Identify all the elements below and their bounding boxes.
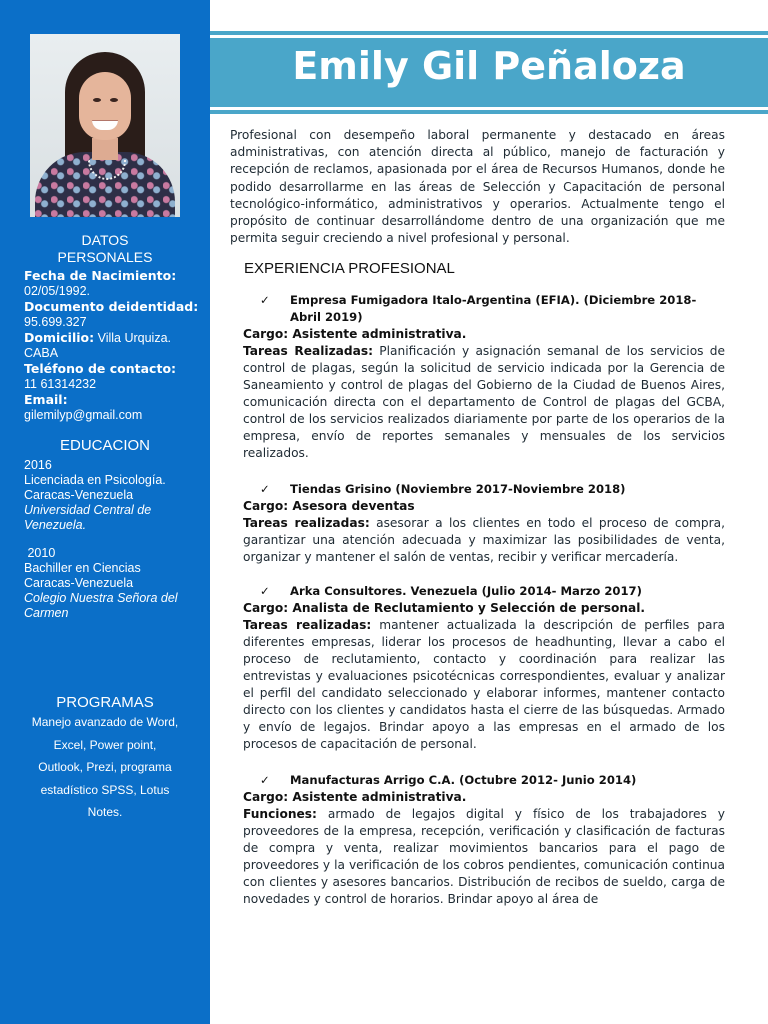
header-rule-bottom (210, 110, 768, 114)
document-value: 95.699.327 (24, 315, 87, 329)
sidebar (0, 0, 210, 1024)
job-3-tasks-label: Tareas realizadas: (243, 618, 372, 632)
programs-heading: PROGRAMAS (56, 694, 154, 711)
birth-value: 02/05/1992. (24, 284, 91, 298)
education-1: 2016 Licenciada en Psicología. Caracas-Venezuela Universidad Central de Venezuela. (24, 458, 166, 532)
job-4-role: Cargo: Asistente administrativa. (243, 790, 467, 804)
job-2-role: Cargo: Asesora deventas (243, 499, 415, 513)
job-3-role: Cargo: Analista de Reclutamiento y Selección de personal. (243, 601, 646, 615)
phone-label: Teléfono de contacto: (24, 361, 177, 376)
checkmark-icon: ✓ (260, 584, 270, 598)
profile-photo (30, 34, 180, 217)
address-label: Domicilio: (24, 330, 95, 345)
education-2: 2010 Bachiller en Ciencias Caracas-Venezuela Colegio Nuestra Señora del Carmen (24, 546, 178, 620)
email-value[interactable]: gilemilyp@gmail.com (24, 408, 143, 422)
page-title: Emily Gil Peñaloza (292, 44, 686, 88)
job-4-tasks-label: Funciones: (243, 807, 317, 821)
job-1-tasks: Planificación y asignación semanal de los servicios de control de plagas, según la solicitud de servicio indicada por la Gerencia de Saneamiento y control de plagas del Gobierno de la Ciudad de Buenos Aires, comunicación directa con el departamento de Control de plagas del GCBA, control de los servicios realizados diariamente por parte de los operarios de la empresa, envío de reportes semanales y mensuales de los servicios realizados. (243, 344, 726, 460)
checkmark-icon: ✓ (260, 293, 270, 307)
job-3-body (243, 600, 725, 753)
personal-data-heading: DATOS PERSONALES (57, 232, 153, 265)
phone-value: 11 61314232 (24, 377, 97, 391)
job-1-header (260, 292, 725, 326)
job-4-header (260, 772, 725, 789)
job-1-company: Empresa Fumigadora Italo-Argentina (EFIA). (Diciembre 2018-Abril 2019) (290, 293, 697, 324)
email-label: Email: (24, 392, 68, 407)
job-2-company: Tiendas Grisino (Noviembre 2017-Noviembre 2018) (290, 482, 626, 496)
job-2-tasks: asesorar a los clientes en todo el proceso de compra, garantizar una atención adecuada y maximizar las posibilidades de venta, organizar y mantener el salón de ventas, recibir y verificar mercadería. (243, 516, 725, 564)
birth-label: Fecha de Nacimiento: (24, 268, 177, 283)
job-3-company: Arka Consultores. Venezuela (Julio 2014- Marzo 2017) (290, 584, 642, 598)
job-1-tasks-label: Tareas Realizadas: (243, 344, 373, 358)
job-1-role: Cargo: Asistente administrativa. (243, 327, 467, 341)
job-3-tasks: mantener actualizada la descripción de perfiles para diferentes empresas, liderar los procesos de headhunting, llevar a cabo el proceso de reclutamiento, contacto y coordinación para realizar las entrevistas y evaluaciones psicotécnicas correspondientes, evaluar y analizar el perfil del candidato seleccionado y elaborar informes, mantener contacto directo con los clientes y candidatos hasta el cierre de las búsquedas. Armado y envío de legajos. Brindar apoyo a las empresas en el armado de los procesos de capacitación de personal. (243, 618, 725, 751)
job-4-company: Manufacturas Arrigo C.A. (Octubre 2012- Junio 2014) (290, 773, 637, 787)
experience-heading: EXPERIENCIA PROFESIONAL (244, 260, 455, 277)
job-1-body (243, 326, 725, 462)
job-2-body (243, 498, 725, 566)
job-2-header (260, 481, 725, 498)
job-2-tasks-label: Tareas realizadas: (243, 516, 370, 530)
checkmark-icon: ✓ (260, 773, 270, 787)
education-heading: EDUCACION (59, 437, 150, 454)
address-value: Villa Urquiza. CABA (24, 331, 172, 360)
checkmark-icon: ✓ (260, 482, 270, 496)
personal-data (24, 268, 204, 423)
programs-text: Manejo avanzado de Word, Excel, Power point, Outlook, Prezi, programa estadístico SPSS, Lotus Notes. (31, 715, 179, 819)
header-rule-top (210, 31, 768, 35)
profile-summary: Profesional con desempeño laboral permanente y destacado en áreas administrativas, con atención directa al público, manejo de facturación y recepción de reclamos, apasionada por el área de Recursos Humanos, donde he podido desarrollarme en las áreas de Selección y Capacitación de personal tecnológico-informático, administrativos y operarios. Actualmente tengo el propósito de continuar desarrollándome dentro de una organización que me permita seguir creciendo a nivel profesional y personal. (230, 128, 725, 246)
job-4-body (243, 789, 725, 908)
job-4-tasks: armado de legajos digital y físico de los trabajadores y proveedores de la empresa, recepción, verificación y clasificación de facturas de compra y venta, realizar movimientos bancarios para el pago de proveedores y la verificación de los cobros pendientes, comunicación continua con clientes y asesores bancarios. Distribución de recibos de sueldo, carga de novedades y control de horarios. Brindar apoyo al área de (243, 807, 725, 906)
job-3-header (260, 583, 725, 600)
document-label: Documento deidentidad: (24, 299, 199, 314)
